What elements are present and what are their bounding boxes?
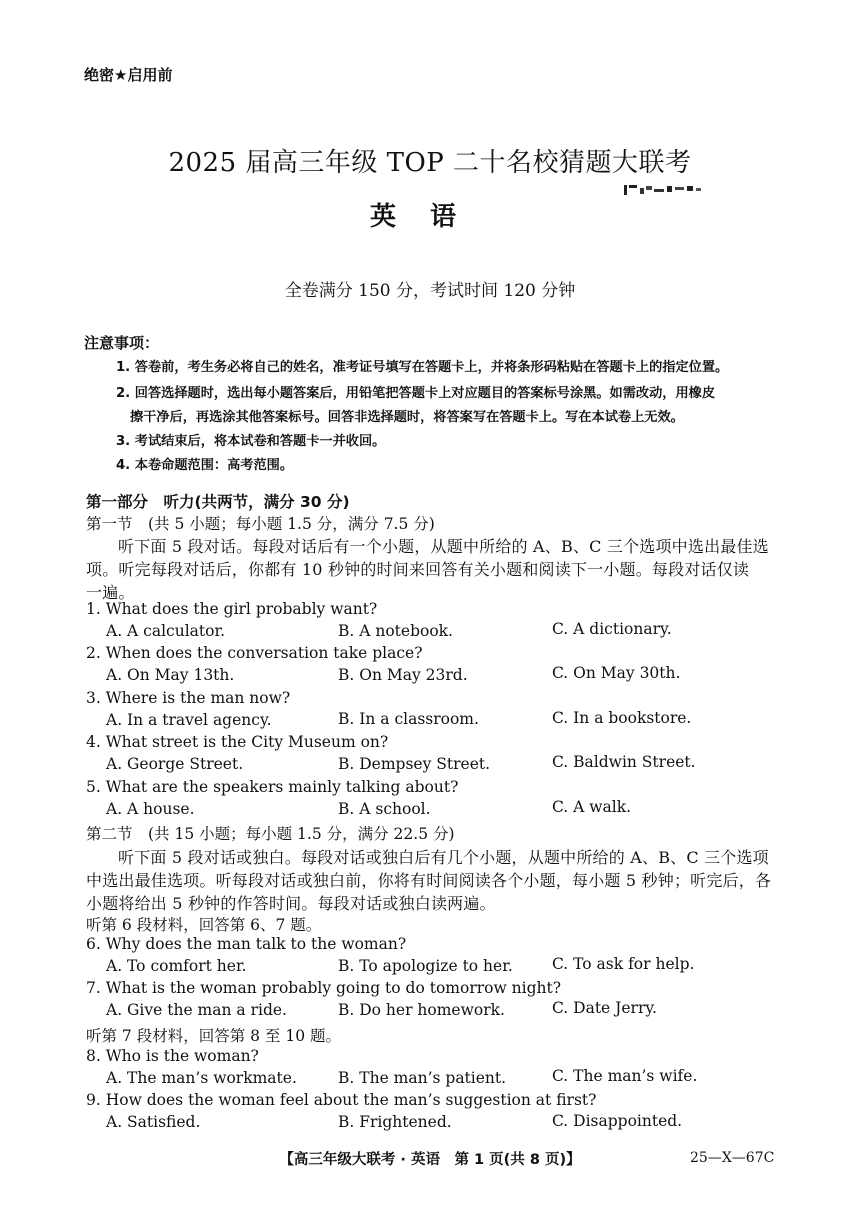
section2-heading: 第二节 (共 15 小题；每小题 1.5 分，满分 22.5 分) <box>86 825 455 843</box>
option-a: A. George Street. <box>106 755 244 773</box>
option-c: C. Date Jerry. <box>552 999 657 1017</box>
part1-heading: 第一部分 听力(共两节，满分 30 分) <box>86 493 350 511</box>
paper-code: 25—X—67C <box>690 1150 775 1166</box>
question-stem: 6. Why does the man talk to the woman? <box>86 935 407 953</box>
option-b: B. To apologize to her. <box>338 957 513 975</box>
confidential-label: 绝密★启用前 <box>84 66 173 84</box>
option-b: B. On May 23rd. <box>338 666 468 684</box>
question-stem: 4. What street is the City Museum on? <box>86 733 389 751</box>
option-b: B. A notebook. <box>338 622 453 640</box>
option-a: A. The man’s workmate. <box>106 1069 297 1087</box>
page-footer: 【高三年级大联考 · 英语 第 1 页(共 8 页)】 <box>279 1152 581 1168</box>
question-stem: 2. When does the conversation take place? <box>86 644 423 662</box>
option-a: A. To comfort her. <box>106 957 247 975</box>
section1-instruction: 听下面 5 段对话。每段对话后有一个小题，从题中所给的 A、B、C 三个选项中选出最佳选 <box>118 537 769 556</box>
score-time: 全卷满分 150 分，考试时间 120 分钟 <box>284 281 576 301</box>
question-stem: 5. What are the speakers mainly talking about? <box>86 778 459 796</box>
notice-item: 3. 考试结束后，将本试卷和答题卡一并收回。 <box>116 434 386 449</box>
option-b: B. Do her homework. <box>338 1001 505 1019</box>
subject-title: 英语 <box>369 202 490 232</box>
section1-instruction: 项。听完每段对话后，你都有 10 秒钟的时间来回答有关小题和阅读下一小题。每段对话仅读 <box>86 560 750 579</box>
material-6-heading: 听第 6 段材料，回答第 6、7 题。 <box>86 916 322 934</box>
option-c: C. A dictionary. <box>552 620 672 638</box>
question-stem: 7. What is the woman probably going to do tomorrow night? <box>86 979 562 997</box>
material-7-heading: 听第 7 段材料，回答第 8 至 10 题。 <box>86 1027 342 1045</box>
notice-item: 1. 答卷前，考生务必将自己的姓名，准考证号填写在答题卡上，并将条形码粘贴在答题卡上的指定位置。 <box>116 360 729 375</box>
option-c: C. Disappointed. <box>552 1112 683 1130</box>
section1-instruction: 一遍。 <box>86 583 135 602</box>
question-stem: 8. Who is the woman? <box>86 1047 259 1065</box>
question-stem: 9. How does the woman feel about the man’s suggestion at first? <box>86 1091 597 1109</box>
option-a: A. A house. <box>106 800 195 818</box>
section2-instruction: 听下面 5 段对话或独白。每段对话或独白后有几个小题，从题中所给的 A、B、C 三个选项 <box>118 848 769 867</box>
option-c: C. A walk. <box>552 798 632 816</box>
section2-instruction: 中选出最佳选项。听每段对话或独白前，你将有时间阅读各个小题，每小题 5 秒钟；听完后，各 <box>86 871 772 890</box>
option-c: C. To ask for help. <box>552 955 695 973</box>
section2-instruction: 小题将给出 5 秒钟的作答时间。每段对话或独白读两遍。 <box>86 894 496 913</box>
option-a: A. Give the man a ride. <box>106 1001 287 1019</box>
option-c: C. In a bookstore. <box>552 709 692 727</box>
option-b: B. The man’s patient. <box>338 1069 507 1087</box>
question-stem: 1. What does the girl probably want? <box>86 600 378 618</box>
option-a: A. On May 13th. <box>106 666 235 684</box>
option-b: B. Dempsey Street. <box>338 755 491 773</box>
option-a: A. Satisfied. <box>106 1113 201 1131</box>
exam-title: 2025 届高三年级 TOP 二十名校猜题大联考 <box>168 148 692 178</box>
option-c: C. Baldwin Street. <box>552 753 696 771</box>
option-b: B. In a classroom. <box>338 710 479 728</box>
notice-heading: 注意事项： <box>84 334 160 352</box>
barcode-mark <box>624 184 704 196</box>
option-c: C. On May 30th. <box>552 664 681 682</box>
notice-item: 擦干净后，再选涂其他答案标号。回答非选择题时，将答案写在答题卡上。写在本试卷上无效。 <box>130 410 684 425</box>
option-b: B. A school. <box>338 800 431 818</box>
notice-item: 4. 本卷命题范围：高考范围。 <box>116 458 294 473</box>
section1-heading: 第一节 (共 5 小题；每小题 1.5 分，满分 7.5 分) <box>86 515 435 533</box>
option-c: C. The man’s wife. <box>552 1067 698 1085</box>
notice-item: 2. 回答选择题时，选出每小题答案后，用铅笔把答题卡上对应题目的答案标号涂黑。如需改动，用橡皮 <box>116 386 716 401</box>
option-b: B. Frightened. <box>338 1113 452 1131</box>
question-stem: 3. Where is the man now? <box>86 689 291 707</box>
option-a: A. A calculator. <box>106 622 226 640</box>
option-a: A. In a travel agency. <box>106 711 272 729</box>
